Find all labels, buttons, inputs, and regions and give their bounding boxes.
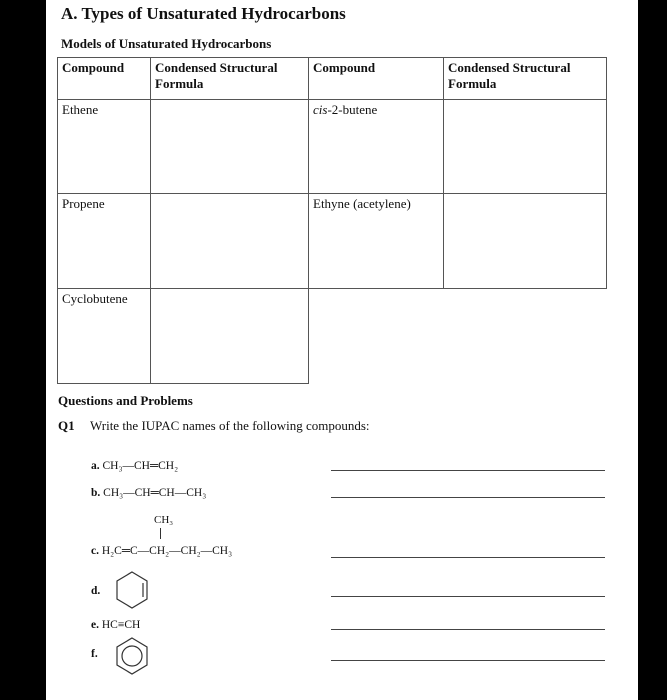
item-b: [91, 487, 206, 499]
cell-cis-2-butene-formula[interactable]: [443, 99, 607, 194]
section-title: A. Types of Unsaturated Hydrocarbons: [61, 4, 346, 23]
formula: HC≡CH: [101, 619, 141, 631]
formula: CH₃—CH═CH—CH₃: [103, 487, 207, 499]
header-compound: Compound: [57, 57, 151, 100]
answer-line-d[interactable]: [331, 596, 605, 597]
cell-cyclobutene-formula[interactable]: [150, 288, 309, 384]
branch-ch3: CH₃: [154, 514, 174, 526]
item-label: c.: [91, 545, 99, 557]
table-caption: Models of Unsaturated Hydrocarbons: [61, 36, 272, 51]
branch-bond: [160, 528, 161, 539]
cell-ethene-formula[interactable]: [150, 99, 309, 194]
cell-propene: Propene: [57, 193, 151, 289]
item-label: a.: [91, 460, 100, 472]
header-formula: Condensed Structural Formula: [150, 57, 309, 100]
item-e: [91, 619, 140, 631]
item-c: [91, 545, 232, 557]
q1-text: Write the IUPAC names of the following compounds:: [90, 418, 370, 433]
item-f: [91, 648, 98, 660]
worksheet-page: [46, 0, 638, 700]
item-d: [91, 585, 100, 597]
formula: H₂C═C—CH₂—CH₂—CH₃: [101, 545, 233, 557]
answer-line-e[interactable]: [331, 629, 605, 630]
cyclohexene-structure: [114, 570, 150, 610]
cell-cyclobutene: Cyclobutene: [57, 288, 151, 384]
cell-propene-formula[interactable]: [150, 193, 309, 289]
answer-line-b[interactable]: [331, 497, 605, 498]
item-a: [91, 460, 178, 472]
cell-cis-2-butene: cis-2-butene: [308, 99, 444, 194]
item-label: e.: [91, 619, 99, 631]
header-formula-2: Condensed Structural Formula: [443, 57, 607, 100]
q1-label: Q1: [58, 418, 75, 433]
answer-line-a[interactable]: [331, 470, 605, 471]
answer-line-c[interactable]: [331, 557, 605, 558]
benzene-structure: [114, 636, 150, 676]
cell-ethene: Ethene: [57, 99, 151, 194]
item-label: b.: [91, 487, 101, 499]
answer-line-f[interactable]: [331, 660, 605, 661]
questions-heading: Questions and Problems: [58, 393, 193, 408]
item-label: d.: [91, 585, 101, 597]
item-label: f.: [91, 648, 98, 660]
cell-ethyne-formula[interactable]: [443, 193, 607, 289]
header-compound-2: Compound: [308, 57, 444, 100]
formula: CH₃—CH═CH₂: [102, 460, 179, 472]
cell-ethyne: Ethyne (acetylene): [308, 193, 444, 289]
